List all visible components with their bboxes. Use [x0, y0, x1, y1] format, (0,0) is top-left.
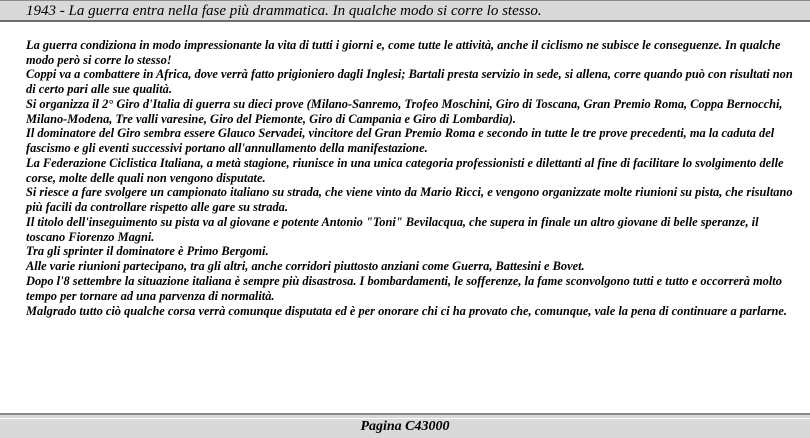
paragraph: La guerra condiziona in modo impressionante la vita di tutti i giorni e, come tutte le attività, anche il ciclismo ne subisce le conseguenze. In qualche modo però si corre lo stesso! — [26, 38, 781, 67]
page-number-label: Pagina C43000 — [360, 419, 450, 434]
paragraph: Dopo l'8 settembre la situazione italiana è sempre più disastrosa. I bombardamenti, le sofferenze, la fame sconvolgono tutti e tutto e occorrerà molto tempo per tornare ad una parvenza di normalità. — [26, 274, 782, 303]
paragraph: Alle varie riunioni partecipano, tra gli altri, anche corridori piuttosto anziani come Guerra, Battesini e Bovet. — [26, 259, 585, 274]
paragraph: La Federazione Ciclistica Italiana, a metà stagione, riunisce in una unica categoria professionisti e dilettanti al fine di facilitare lo svolgimento delle corse, molte delle quali non vengono disputate. — [26, 155, 784, 185]
page-title: 1943 - La guerra entra nella fase più drammatica. In qualche modo si corre lo stesso. — [26, 3, 542, 19]
article-body — [26, 38, 796, 319]
paragraph: Il titolo dell'inseguimento su pista va al giovane e potente Antonio "Toni" Bevilacqua, che supera in finale un altro giovane di belle speranze, il toscano Fiorenzo Magni. — [26, 214, 759, 244]
paragraph: Malgrado tutto ciò qualche corsa verrà comunque disputata ed è per onorare chi ci ha provato che, comunque, vale la pena di continuare a parlarne. — [26, 303, 788, 318]
paragraph: Tra gli sprinter il dominatore è Primo Bergomi. — [26, 244, 269, 259]
footer-bar — [0, 413, 810, 438]
header-bar — [0, 0, 810, 22]
paragraph: Si riesce a fare svolgere un campionato italiano su strada, che viene vinto da Mario Ricci, e vengono organizzate molte riunioni su pista, che risultano più facili da controllare rispetto alle gare su strada. — [26, 185, 793, 215]
paragraph: Coppi va a combattere in Africa, dove verrà fatto prigioniero dagli Inglesi; Bartali presta servizio in sede, si allena, corre quando può con risultati non di certo pari alle sue qualità. — [26, 67, 793, 97]
paragraph: Si organizza il 2° Giro d'Italia di guerra su dieci prove (Milano-Sanremo, Trofeo Moschini, Giro di Toscana, Gran Premio Roma, Coppa Bernocchi, Milano-Modena, Tre valli varesine, Giro del Piemonte, Giro di Campania e Giro di Lombardia). — [26, 96, 783, 126]
paragraph: Il dominatore del Giro sembra essere Glauco Servadei, vincitore del Gran Premio Roma e secondo in tutte le tre prove precedenti, ma la caduta del fascismo e gli eventi successivi portano all'annullamento della manifestazione. — [26, 126, 775, 156]
